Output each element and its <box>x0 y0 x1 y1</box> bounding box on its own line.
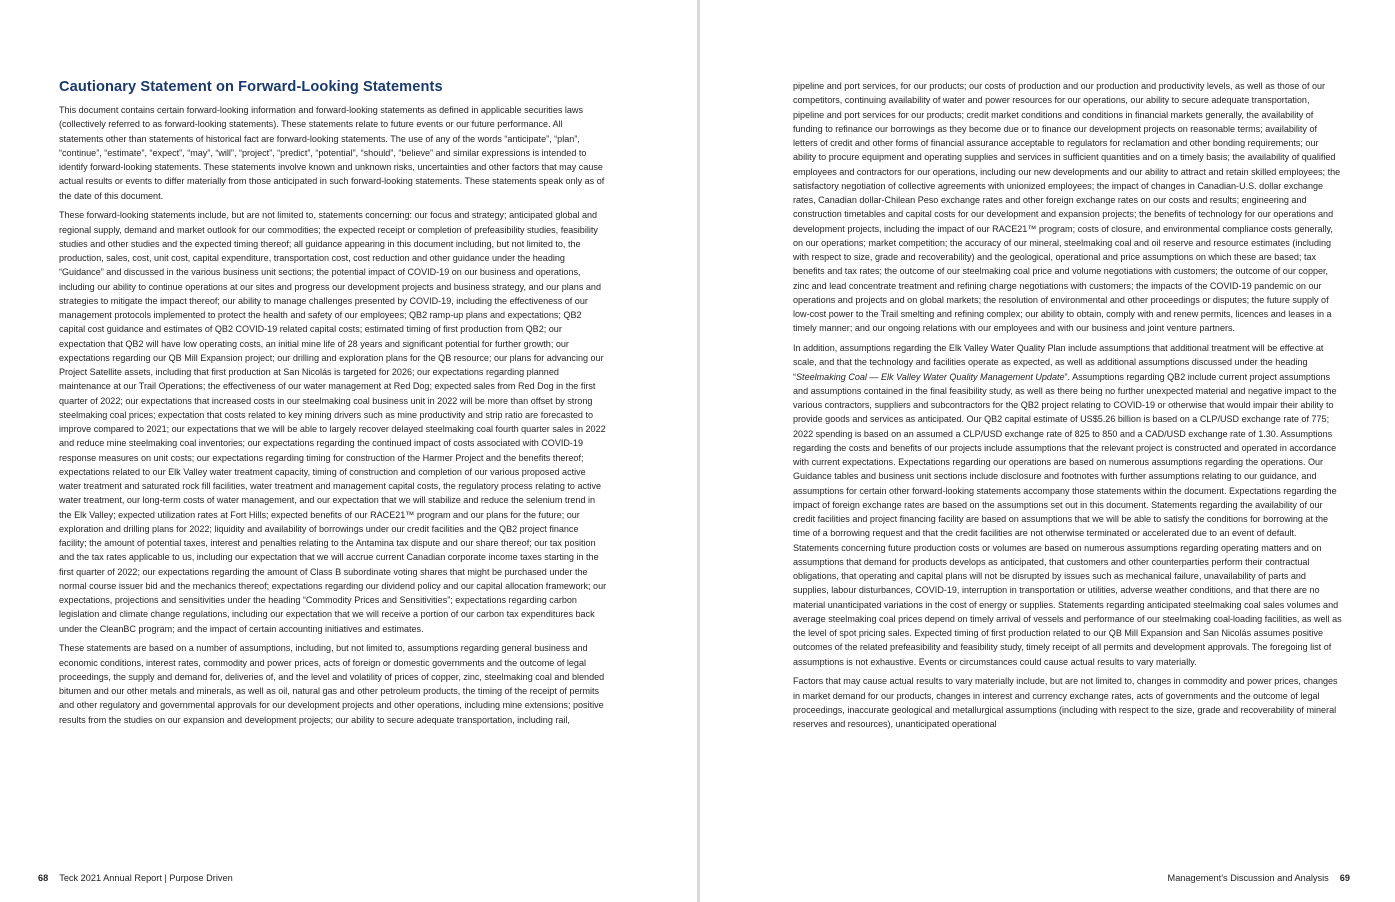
left-footer <box>38 872 233 884</box>
footer-title: Teck 2021 Annual Report | Purpose Driven <box>59 873 233 883</box>
section-heading: Cautionary Statement on Forward-Looking Statements <box>59 79 443 95</box>
right-page <box>700 0 1395 902</box>
page-number: 69 <box>1339 873 1350 883</box>
right-text-column <box>793 79 1342 737</box>
paragraph-statements: These forward-looking statements include, but are not limited to, statements concerning: our focus and strategy; anticipated global and regional supply, demand and market outlook for our commodities; the expected receipt or completion of prefeasibility studies, feasibility studies and other studies and the expected timing thereof; all guidance appearing in this document including, but not limited to, the production, sales, cost, unit cost, capital expenditure, transportation cost, cost reduction and other guidance under the heading “Guidance” and discussed in the various business unit sections; the potential impact of COVID-19 on our business and operations, including our ability to continue operations at our sites and progress our development projects and business strategy, and our plans and strategies to mitigate the impact thereof; our ability to manage challenges presented by COVID-19, including the effectiveness of our management protocols implemented to protect the health and safety of our employees; QB2 ramp-up plans and expectations; QB2 capital cost guidance and estimates of QB2 COVID-19 related capital costs; estimated timing of first production from QB2; our expectation that QB2 will have low operating costs, an initial mine life of 28 years and significant potential for further growth; our expectations regarding our QB Mill Expansion project; our drilling and exploration plans for the QB resource; our plans for advancing our Project Satellite assets, including that first production at San Nicolás is targeted for 2026; our expectations regarding planned maintenance at our Trail Operations; the effectiveness of our water management at Red Dog; expected sales from Red Dog in the first quarter of 2022; our expectations that increased costs in our steelmaking coal business unit in 2022 will be more than offset by strong steelmaking coal prices; expectation that costs related to key mining drivers such as mine productivity and strip ratio are forecasted to improve compared to 2021; our expectations that we will be able to largely recover delayed steelmaking coal fourth quarter sales in 2022 and reduce mine steelmaking coal inventories; our expectations regarding the continued impact of costs associated with COVID-19 response measures on unit costs; our expectations regarding timing for construction of the Harmer Project and the benefits thereof; expectations related to our Elk Valley water treatment capacity, timing of construction and completion of our various proposed active water treatment and saturated rock fill facilities, water treatment and management capital costs, the regulatory process relating to active water treatment, our long-term costs of water management, and our expectation that we will stabilize and reduce the selenium trend in the Elk Valley; expected utilization rates at Fort Hills; expected benefits of our RACE21™ program and our plans for the future; our exploration and drilling plans for 2022; liquidity and availability of borrowings under our credit facilities and the QB2 project finance facility; the amount of potential taxes, interest and penalties relating to the Antamina tax dispute and our share thereof; our tax position and the tax rates applicable to us, including our expectation that we will accrue current Canadian corporate income taxes starting in the first quarter of 2022; our expectations regarding the amount of Class B subordinate voting shares that might be purchased under the normal course issuer bid and the mechanics thereof; expectations regarding our dividend policy and our capital allocation framework; our expectations, projections and sensitivities under the heading “Commodity Prices and Sensitivities”; expectations regarding carbon legislation and climate change regulations, including our expectation that we will receive a portion of our carbon tax expenditures back under the CleanBC program; and the impact of certain accounting initiatives and estimates. <box>59 210 607 634</box>
paragraph-continued-assumptions: pipeline and port services, for our products; our costs of production and our production and productivity levels, as well as those of our competitors, continuing availability of water and power resources for our operations, our ability to secure adequate transportation, pipeline and port services for our products; credit market conditions and conditions in financial markets generally, the availability of funding to refinance our borrowings as they become due or to finance our development projects on reasonable terms; availability of letters of credit and other forms of financial assurance acceptable to regulators for reclamation and other bonding requirements; our ability to procure equipment and operating supplies and services in sufficient quantities and on a timely basis; the availability of qualified employees and contractors for our operations, including our new developments and our ability to attract and retain skilled employees; the satisfactory negotiation of collective agreements with unionized employees; the impact of changes in Canadian-U.S. dollar exchange rates, Canadian dollar-Chilean Peso exchange rates and other foreign exchange rates on our costs and results; engineering and construction timetables and capital costs for our development and expansion projects; the benefits of technology for our operations and development projects, including the impact of our RACE21™ program; costs of closure, and environmental compliance costs generally, on our operations; market competition; the accuracy of our mineral, steelmaking coal and oil reserve and resource estimates (including with respect to size, grade and recoverability) and the geological, operational and price assumptions on which these are based; tax benefits and tax rates; the outcome of our steelmaking coal price and volume negotiations with customers; the outcome of our copper, zinc and lead concentrate treatment and refining charge negotiations with customers; the impacts of the COVID-19 pandemic on our operations and projects and on global markets; the resolution of environmental and other proceedings or disputes; the future supply of low-cost power to the Trail smelting and refining complex; our ability to obtain, comply with and renew permits, licences and leases in a timely manner; and our ongoing relations with our employees and with our business and joint venture partners. <box>793 81 1341 334</box>
elk-text-after: ”. Assumptions regarding QB2 include current project assumptions and assumptions contained in the final feasibility study, as well as there being no further unexpected material and negative impact to the various contractors, suppliers and subcontractors for the QB2 project relating to COVID-19 or otherwise that would impair their ability to provide goods and services as anticipated. Our QB2 capital estimate of US$5.26 billion is based on a CLP/USD exchange rate of 775; 2022 spending is based on an assumed a CLP/USD exchange rate of 825 to 850 and a CAD/USD exchange rate of 1.30. Assumptions regarding the costs and benefits of our projects include assumptions that the relevant project is constructed and operated in accordance with current expectations. Expectations regarding our operations are based on numerous assumptions regarding the operations. Our Guidance tables and business unit sections include disclosure and footnotes with further assumptions relating to our guidance, and assumptions for certain other forward-looking statements accompany those statements within the document. Expectations regarding the impact of foreign exchange rates are based on the assumptions set out in this document. Statements regarding the availability of our credit facilities and project financing facility are based on assumptions that we will be able to satisfy the conditions for borrowing at the time of a borrowing request and that the credit facilities are not otherwise terminated or accelerated due to an event of default. Statements concerning future production costs or volumes are based on numerous assumptions regarding operating matters and on assumptions that demand for products develops as anticipated, that customers and other counterparties perform their contractual obligations, that operating and capital plans will not be disrupted by issues such as mechanical failure, unavailability of parts and supplies, labour disturbances, COVID-19, interruption in transportation or utilities, adverse weather conditions, and that there are no material unanticipated variations in the cost of energy or supplies. Statements regarding anticipated steelmaking coal sales volumes and average steelmaking coal prices depend on timely arrival of vessels and performance of our steelmaking coal-loading facilities, as well as the level of spot pricing sales. Expected timing of first production related to our QB Mill Expansion and San Nicolás assumes positive outcomes of the related prefeasibility and feasibility study, timely receipt of all permits and development approvals. The foregoing list of assumptions is not exhaustive. Events or circumstances could cause actual results to vary materially. <box>793 371 1342 667</box>
footer-title: Management’s Discussion and Analysis <box>1167 873 1329 883</box>
paragraph-elk-valley <box>793 341 1342 669</box>
page-number: 68 <box>38 873 49 883</box>
paragraph-intro: This document contains certain forward-looking information and forward-looking statements as defined in applicable securities laws (collectively referred to as forward-looking statements). These statements relate to future events or our future performance. All statements other than statements of historical fact are forward-looking statements. The use of any of the words “anticipate”, “plan”, “continue”, “estimate”, “expect”, “may”, “will”, “project”, “predict”, “potential”, “should”, “believe” and similar expressions is intended to identify forward-looking statements. These statements involve known and unknown risks, uncertainties and other factors that may cause actual results or events to differ materially from those anticipated in such forward-looking statements. These statements speak only as of the date of this document. <box>59 105 605 201</box>
paragraph-factors: Factors that may cause actual results to vary materially include, but are not limited to, changes in commodity and power prices, changes in market demand for our products, changes in interest and currency exchange rates, acts of governments and the outcome of legal proceedings, inaccurate geological and metallurgical assumptions (including with respect to the size, grade and recoverability of mineral reserves and resources), unanticipated operational <box>793 676 1338 729</box>
left-text-column <box>59 78 607 732</box>
elk-text-before: In addition, assumptions regarding the Elk Valley Water Quality Plan include assumptions that additional treatment will be effective at scale, and that the technology and facilities operate as expected, as well as additional assumptions discussed under the heading “ <box>793 343 1324 382</box>
paragraph-assumptions: These statements are based on a number of assumptions, including, but not limited to, assumptions regarding general business and economic conditions, interest rates, commodity and power prices, acts of foreign or domestic governments and the outcome of legal proceedings, the supply and demand for, deliveries of, and the level and volatility of prices of copper, zinc, steelmaking coal and blended bitumen and our other metals and minerals, as well as oil, natural gas and other petroleum products, the timing of the receipt of permits and other regulatory and governmental approvals for our development projects and other operations, including mine extensions; positive results from the studies on our expansion and development projects; our ability to secure adequate transportation, including rail, <box>59 643 605 725</box>
elk-heading-reference: Steelmaking Coal — Elk Valley Water Quality Management Update <box>796 371 1065 382</box>
left-page <box>0 0 697 902</box>
right-footer <box>1168 872 1350 884</box>
